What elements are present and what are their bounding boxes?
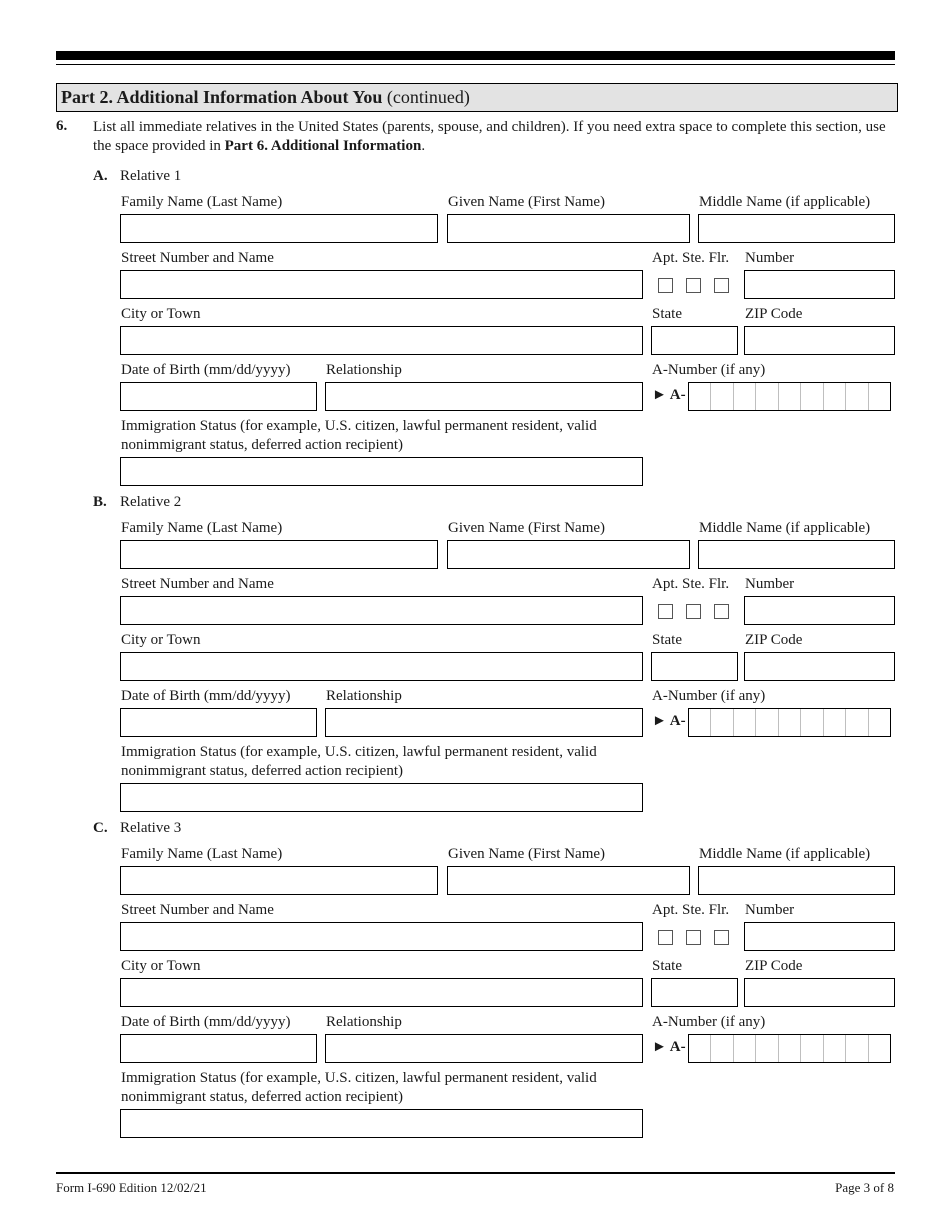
- unit-number-label: Number: [745, 250, 795, 266]
- family-name-input[interactable]: [120, 214, 438, 243]
- question-text-bold: Part 6. Additional Information: [224, 138, 422, 154]
- anumber-input[interactable]: [688, 382, 891, 411]
- relative-letter: C.: [93, 820, 108, 836]
- relative-title: Relative 1: [120, 168, 182, 184]
- dob-input[interactable]: [120, 1034, 317, 1063]
- apt-ste-flr-label: Apt. Ste. Flr.: [652, 902, 730, 918]
- street-label: Street Number and Name: [121, 902, 274, 918]
- family-name-input[interactable]: [120, 866, 438, 895]
- footer-rule: [56, 1172, 895, 1174]
- street-input[interactable]: [120, 922, 643, 951]
- question-text-start: List all immediate relatives in the United States (parents, spouse, and children). If you need extra space to complete this section, use the space provided in: [93, 119, 886, 154]
- anumber-input[interactable]: [688, 1034, 891, 1063]
- unit-number-label: Number: [745, 576, 795, 592]
- zip-label: ZIP Code: [745, 306, 803, 322]
- relative-section-1: [0, 168, 950, 494]
- middle-name-input[interactable]: [698, 866, 895, 895]
- street-input[interactable]: [120, 596, 643, 625]
- relationship-label: Relationship: [326, 1014, 402, 1030]
- given-name-label: Given Name (First Name): [448, 194, 606, 210]
- middle-name-input[interactable]: [698, 214, 895, 243]
- family-name-input[interactable]: [120, 540, 438, 569]
- middle-name-label: Middle Name (if applicable): [699, 846, 871, 862]
- immigration-status-label-1: Immigration Status (for example, U.S. citizen, lawful permanent resident, valid: [121, 1070, 597, 1086]
- relationship-input[interactable]: [325, 382, 643, 411]
- dob-label: Date of Birth (mm/dd/yyyy): [121, 688, 291, 704]
- unit-number-input[interactable]: [744, 596, 895, 625]
- relationship-input[interactable]: [325, 708, 643, 737]
- ste-checkbox[interactable]: [686, 604, 701, 619]
- apt-checkbox[interactable]: [658, 604, 673, 619]
- relative-title: Relative 2: [120, 494, 182, 510]
- state-select[interactable]: [651, 978, 738, 1007]
- state-select[interactable]: [651, 326, 738, 355]
- immigration-status-label-2: nonimmigrant status, deferred action recipient): [121, 437, 403, 453]
- dob-input[interactable]: [120, 708, 317, 737]
- city-label: City or Town: [121, 958, 201, 974]
- ste-checkbox[interactable]: [686, 930, 701, 945]
- footer-form-edition: Form I-690 Edition 12/02/21: [56, 1180, 207, 1195]
- city-input[interactable]: [120, 652, 643, 681]
- street-label: Street Number and Name: [121, 250, 274, 266]
- given-name-label: Given Name (First Name): [448, 846, 606, 862]
- street-input[interactable]: [120, 270, 643, 299]
- question-text: [93, 118, 898, 156]
- immigration-status-input[interactable]: [120, 1109, 643, 1138]
- given-name-input[interactable]: [447, 540, 690, 569]
- immigration-status-label-2: nonimmigrant status, deferred action recipient): [121, 763, 403, 779]
- anumber-prefix: ► A-: [652, 387, 686, 403]
- zip-label: ZIP Code: [745, 958, 803, 974]
- unit-number-label: Number: [745, 902, 795, 918]
- city-label: City or Town: [121, 632, 201, 648]
- state-label: State: [652, 632, 682, 648]
- middle-name-label: Middle Name (if applicable): [699, 194, 871, 210]
- given-name-input[interactable]: [447, 866, 690, 895]
- state-select[interactable]: [651, 652, 738, 681]
- flr-checkbox[interactable]: [714, 930, 729, 945]
- anumber-label: A-Number (if any): [652, 362, 766, 378]
- part-title-continued: (continued): [382, 87, 470, 107]
- city-label: City or Town: [121, 306, 201, 322]
- immigration-status-label-2: nonimmigrant status, deferred action recipient): [121, 1089, 403, 1105]
- zip-input[interactable]: [744, 652, 895, 681]
- relative-letter: A.: [93, 168, 108, 184]
- state-label: State: [652, 958, 682, 974]
- relationship-label: Relationship: [326, 688, 402, 704]
- anumber-label: A-Number (if any): [652, 688, 766, 704]
- relationship-label: Relationship: [326, 362, 402, 378]
- city-input[interactable]: [120, 978, 643, 1007]
- given-name-input[interactable]: [447, 214, 690, 243]
- top-rule-thick: [56, 51, 895, 60]
- unit-number-input[interactable]: [744, 922, 895, 951]
- city-input[interactable]: [120, 326, 643, 355]
- dob-label: Date of Birth (mm/dd/yyyy): [121, 1014, 291, 1030]
- flr-checkbox[interactable]: [714, 278, 729, 293]
- relative-letter: B.: [93, 494, 107, 510]
- relative-section-3: [0, 820, 950, 1146]
- apt-ste-flr-label: Apt. Ste. Flr.: [652, 576, 730, 592]
- apt-checkbox[interactable]: [658, 278, 673, 293]
- relative-title: Relative 3: [120, 820, 182, 836]
- zip-input[interactable]: [744, 326, 895, 355]
- immigration-status-label-1: Immigration Status (for example, U.S. citizen, lawful permanent resident, valid: [121, 744, 597, 760]
- anumber-input[interactable]: [688, 708, 891, 737]
- anumber-label: A-Number (if any): [652, 1014, 766, 1030]
- middle-name-label: Middle Name (if applicable): [699, 520, 871, 536]
- zip-label: ZIP Code: [745, 632, 803, 648]
- apt-ste-flr-label: Apt. Ste. Flr.: [652, 250, 730, 266]
- family-name-label: Family Name (Last Name): [121, 846, 283, 862]
- unit-number-input[interactable]: [744, 270, 895, 299]
- relationship-input[interactable]: [325, 1034, 643, 1063]
- family-name-label: Family Name (Last Name): [121, 520, 283, 536]
- flr-checkbox[interactable]: [714, 604, 729, 619]
- question-number: 6.: [56, 118, 68, 134]
- given-name-label: Given Name (First Name): [448, 520, 606, 536]
- family-name-label: Family Name (Last Name): [121, 194, 283, 210]
- part-title: Part 2. Additional Information About You: [61, 87, 383, 107]
- ste-checkbox[interactable]: [686, 278, 701, 293]
- dob-label: Date of Birth (mm/dd/yyyy): [121, 362, 291, 378]
- anumber-prefix: ► A-: [652, 713, 686, 729]
- zip-input[interactable]: [744, 978, 895, 1007]
- top-rule-thin: [56, 64, 895, 65]
- immigration-status-input[interactable]: [120, 783, 643, 812]
- dob-input[interactable]: [120, 382, 317, 411]
- street-label: Street Number and Name: [121, 576, 274, 592]
- middle-name-input[interactable]: [698, 540, 895, 569]
- part-header: [56, 83, 898, 112]
- question-text-end: .: [421, 138, 426, 154]
- immigration-status-input[interactable]: [120, 457, 643, 486]
- relative-section-2: [0, 494, 950, 820]
- apt-checkbox[interactable]: [658, 930, 673, 945]
- state-label: State: [652, 306, 682, 322]
- anumber-prefix: ► A-: [652, 1039, 686, 1055]
- footer-page-number: Page 3 of 8: [835, 1180, 894, 1195]
- immigration-status-label-1: Immigration Status (for example, U.S. citizen, lawful permanent resident, valid: [121, 418, 597, 434]
